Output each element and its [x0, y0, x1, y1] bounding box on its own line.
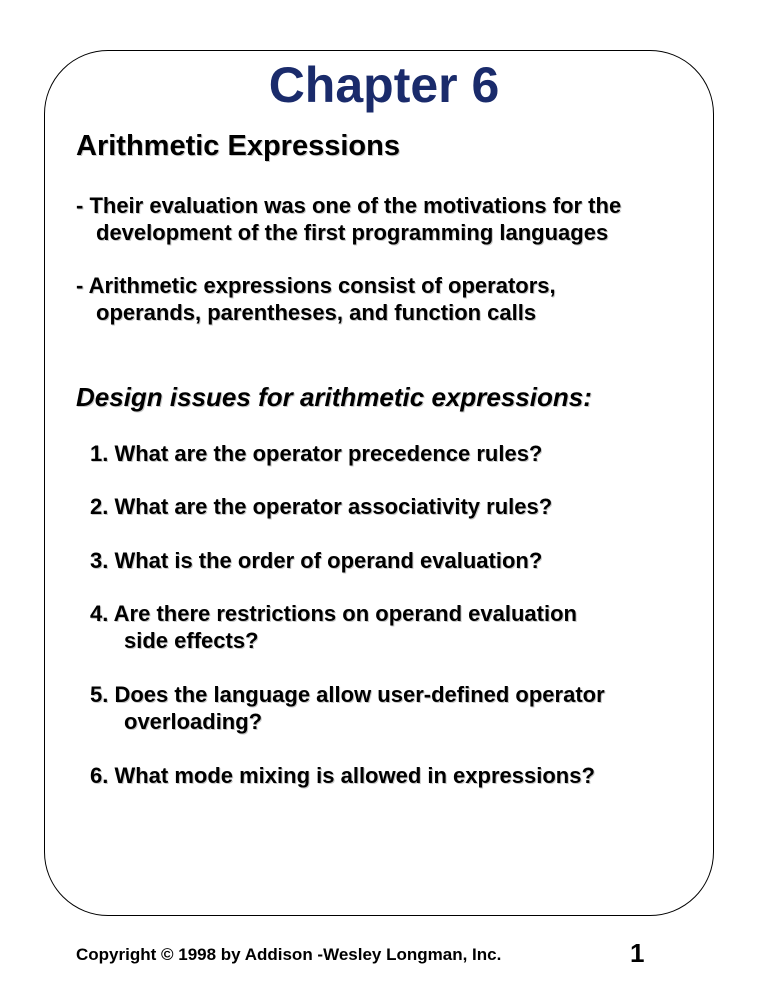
issue-line: 6. What mode mixing is allowed in expressions? [90, 763, 595, 788]
bullet-line: - Their evaluation was one of the motivations for the [76, 193, 622, 218]
issue-line: 3. What is the order of operand evaluation? [90, 548, 543, 573]
issue-item [90, 762, 595, 789]
copyright-notice: Copyright © 1998 by Addison -Wesley Longman, Inc. [76, 945, 502, 964]
bullet-line: operands, parentheses, and function calls [96, 300, 537, 325]
slide-title: Chapter 6 [268, 57, 500, 113]
bullet-line: - Arithmetic expressions consist of operators, [76, 273, 556, 298]
bullet-item [76, 192, 621, 246]
page-number: 1 [630, 938, 645, 968]
issue-item [90, 547, 542, 574]
issue-line: 2. What are the operator associativity rules? [90, 494, 553, 519]
issue-line: side effects? [124, 628, 259, 653]
design-issues-heading: Design issues for arithmetic expressions: [76, 382, 592, 412]
issue-item [90, 681, 605, 735]
section-heading: Arithmetic Expressions [76, 130, 400, 162]
bullet-line: development of the first programming languages [96, 220, 609, 245]
bullet-item [76, 272, 556, 326]
issue-item [90, 493, 552, 520]
issue-line: 4. Are there restrictions on operand evaluation [90, 601, 577, 626]
issue-item [90, 440, 542, 467]
issue-line: overloading? [124, 709, 263, 734]
issue-line: 5. Does the language allow user-defined operator [90, 682, 605, 707]
issue-item [90, 600, 577, 654]
issue-line: 1. What are the operator precedence rules? [90, 441, 543, 466]
